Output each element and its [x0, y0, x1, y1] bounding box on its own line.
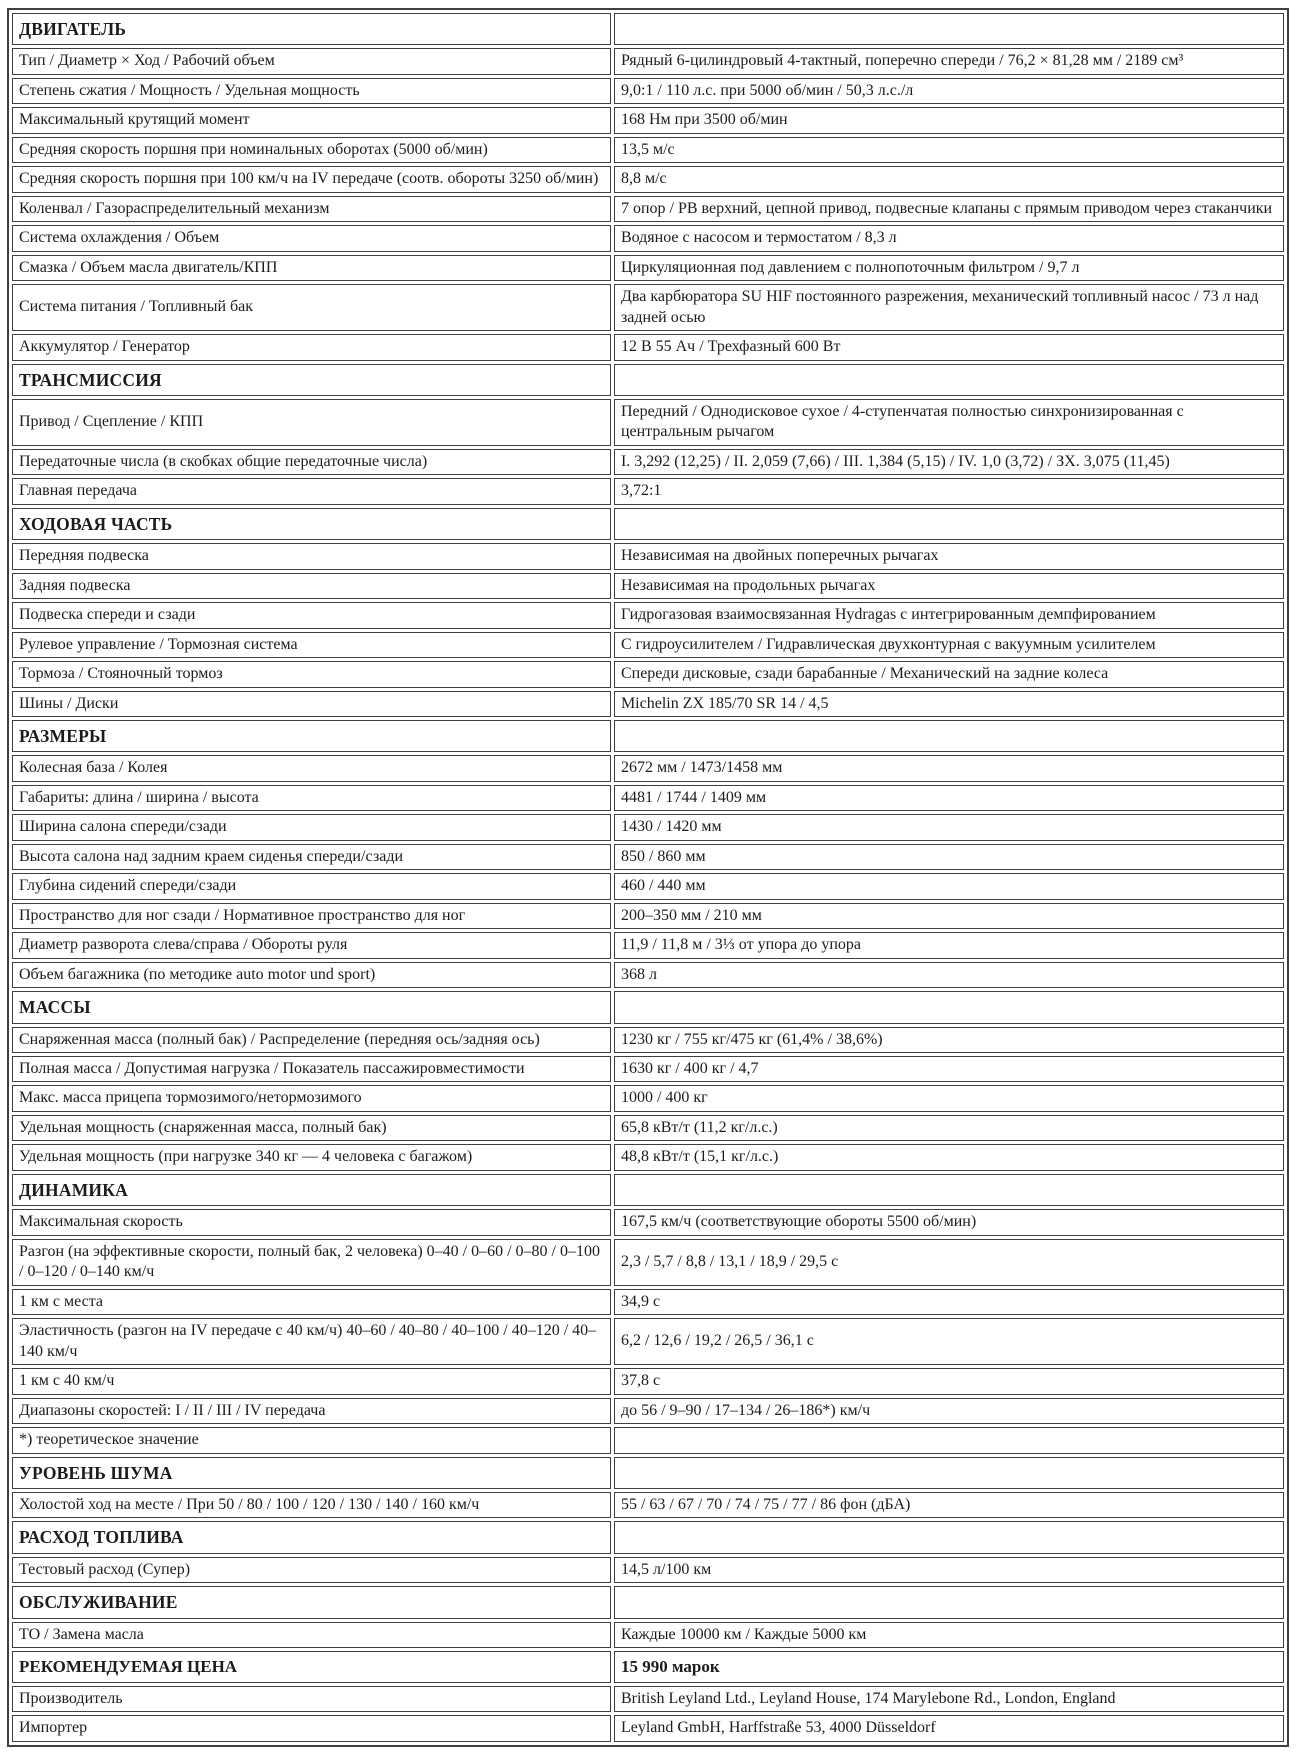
section-row	[12, 991, 1284, 1023]
row-label: Смазка / Объем масла двигатель/КПП	[12, 255, 611, 281]
table-row	[12, 1056, 1284, 1082]
table-row	[12, 755, 1284, 781]
row-value	[614, 364, 1284, 396]
row-label: Производитель	[12, 1686, 611, 1712]
row-label: Передняя подвеска	[12, 543, 611, 569]
row-value: 1430 / 1420 мм	[614, 814, 1284, 840]
table-row	[12, 573, 1284, 599]
table-row	[12, 932, 1284, 958]
table-row	[12, 873, 1284, 899]
section-row	[12, 720, 1284, 752]
row-value	[614, 1427, 1284, 1453]
row-value: 460 / 440 мм	[614, 873, 1284, 899]
table-row	[12, 903, 1284, 929]
spec-table-body	[12, 13, 1284, 1742]
row-value: Водяное с насосом и термостатом / 8,3 л	[614, 225, 1284, 251]
table-row	[12, 543, 1284, 569]
row-value	[614, 991, 1284, 1023]
row-value: 167,5 км/ч (соответствующие обороты 5500 об/мин)	[614, 1209, 1284, 1235]
row-value: 850 / 860 мм	[614, 844, 1284, 870]
row-value: 1630 кг / 400 кг / 4,7	[614, 1056, 1284, 1082]
row-label: Удельная мощность (снаряженная масса, полный бак)	[12, 1115, 611, 1141]
row-label: Средняя скорость поршня при 100 км/ч на IV передаче (соотв. обороты 3250 об/мин)	[12, 166, 611, 192]
row-value: Leyland GmbH, Harffstraße 53, 4000 Düsseldorf	[614, 1715, 1284, 1741]
row-value: до 56 / 9–90 / 17–134 / 26–186*) км/ч	[614, 1398, 1284, 1424]
row-value: Каждые 10000 км / Каждые 5000 км	[614, 1622, 1284, 1648]
row-label: Тип / Диаметр × Ход / Рабочий объем	[12, 48, 611, 74]
row-value: Рядный 6-цилиндровый 4-тактный, поперечно спереди / 76,2 × 81,28 мм / 2189 см³	[614, 48, 1284, 74]
table-row	[12, 107, 1284, 133]
row-label: Разгон (на эффективные скорости, полный бак, 2 человека) 0–40 / 0–60 / 0–80 / 0–100 / 0–120 / 0–140 км/ч	[12, 1239, 611, 1286]
row-value: 34,9 с	[614, 1289, 1284, 1315]
row-value: Два карбюратора SU HIF постоянного разрежения, механический топливный насос / 73 л над задней осью	[614, 284, 1284, 331]
table-row	[12, 478, 1284, 504]
row-label: Ширина салона спереди/сзади	[12, 814, 611, 840]
row-value: 11,9 / 11,8 м / 3⅓ от упора до упора	[614, 932, 1284, 958]
table-row	[12, 1144, 1284, 1170]
section-row	[12, 364, 1284, 396]
row-value: 168 Нм при 3500 об/мин	[614, 107, 1284, 133]
row-value: 2672 мм / 1473/1458 мм	[614, 755, 1284, 781]
table-row	[12, 137, 1284, 163]
table-row	[12, 661, 1284, 687]
row-label: Главная передача	[12, 478, 611, 504]
row-label: Привод / Сцепление / КПП	[12, 399, 611, 446]
table-row	[12, 78, 1284, 104]
row-label: Глубина сидений спереди/сзади	[12, 873, 611, 899]
table-row	[12, 962, 1284, 988]
row-label: Передаточные числа (в скобках общие передаточные числа)	[12, 449, 611, 475]
row-value: 6,2 / 12,6 / 19,2 / 26,5 / 36,1 с	[614, 1318, 1284, 1365]
row-label: Снаряженная масса (полный бак) / Распределение (передняя ось/задняя ось)	[12, 1027, 611, 1053]
table-row	[12, 632, 1284, 658]
row-label: 1 км с 40 км/ч	[12, 1368, 611, 1394]
row-label: Диапазоны скоростей: I / II / III / IV передача	[12, 1398, 611, 1424]
section-row	[12, 1521, 1284, 1553]
section-row	[12, 13, 1284, 45]
section-row	[12, 1457, 1284, 1489]
price-row	[12, 1651, 1284, 1683]
row-value	[614, 1586, 1284, 1618]
spec-table	[7, 8, 1289, 1747]
row-value: 65,8 кВт/т (11,2 кг/л.с.)	[614, 1115, 1284, 1141]
table-row	[12, 1398, 1284, 1424]
row-value: 14,5 л/100 км	[614, 1557, 1284, 1583]
row-label: Полная масса / Допустимая нагрузка / Показатель пассажировместимости	[12, 1056, 611, 1082]
row-label: Коленвал / Газораспределительный механизм	[12, 196, 611, 222]
row-value	[614, 720, 1284, 752]
row-value: 8,8 м/с	[614, 166, 1284, 192]
table-row	[12, 284, 1284, 331]
row-value: 4481 / 1744 / 1409 мм	[614, 785, 1284, 811]
row-value: С гидроусилителем / Гидравлическая двухконтурная с вакуумным усилителем	[614, 632, 1284, 658]
section-title: ОБСЛУЖИВАНИЕ	[12, 1586, 611, 1618]
row-label: Пространство для ног сзади / Нормативное пространство для ног	[12, 903, 611, 929]
row-label: Аккумулятор / Генератор	[12, 334, 611, 360]
row-label: Макс. масса прицепа тормозимого/нетормозимого	[12, 1085, 611, 1111]
row-label: Диаметр разворота слева/справа / Обороты руля	[12, 932, 611, 958]
table-row	[12, 1115, 1284, 1141]
table-row	[12, 399, 1284, 446]
row-value: Циркуляционная под давлением с полнопоточным фильтром / 9,7 л	[614, 255, 1284, 281]
row-value: Независимая на продольных рычагах	[614, 573, 1284, 599]
row-value: 200–350 мм / 210 мм	[614, 903, 1284, 929]
table-row	[12, 844, 1284, 870]
row-label: Тормоза / Стояночный тормоз	[12, 661, 611, 687]
table-row	[12, 166, 1284, 192]
table-row	[12, 1622, 1284, 1648]
table-row	[12, 48, 1284, 74]
row-label: Подвеска спереди и сзади	[12, 602, 611, 628]
row-label: ТО / Замена масла	[12, 1622, 611, 1648]
table-row	[12, 255, 1284, 281]
row-label: РЕКОМЕНДУЕМАЯ ЦЕНА	[12, 1651, 611, 1683]
row-value: British Leyland Ltd., Leyland House, 174 Marylebone Rd., London, England	[614, 1686, 1284, 1712]
row-label: *) теоретическое значение	[12, 1427, 611, 1453]
row-value: 48,8 кВт/т (15,1 кг/л.с.)	[614, 1144, 1284, 1170]
row-label: Эластичность (разгон на IV передаче с 40 км/ч) 40–60 / 40–80 / 40–100 / 40–120 / 40–140 км/ч	[12, 1318, 611, 1365]
table-row	[12, 1492, 1284, 1518]
row-value: 9,0:1 / 110 л.с. при 5000 об/мин / 50,3 л.с./л	[614, 78, 1284, 104]
row-label: Высота салона над задним краем сиденья спереди/сзади	[12, 844, 611, 870]
section-title: ДИНАМИКА	[12, 1174, 611, 1206]
table-row	[12, 1686, 1284, 1712]
table-row	[12, 785, 1284, 811]
row-label: Удельная мощность (при нагрузке 340 кг — 4 человека с багажом)	[12, 1144, 611, 1170]
table-row	[12, 196, 1284, 222]
row-value	[614, 1174, 1284, 1206]
row-label: Импортер	[12, 1715, 611, 1741]
table-row	[12, 449, 1284, 475]
row-label: Степень сжатия / Мощность / Удельная мощность	[12, 78, 611, 104]
row-label: Система питания / Топливный бак	[12, 284, 611, 331]
row-value	[614, 508, 1284, 540]
row-label: Тестовый расход (Супер)	[12, 1557, 611, 1583]
section-title: РАСХОД ТОПЛИВА	[12, 1521, 611, 1553]
section-title: МАССЫ	[12, 991, 611, 1023]
section-row	[12, 508, 1284, 540]
row-value: I. 3,292 (12,25) / II. 2,059 (7,66) / III. 1,384 (5,15) / IV. 1,0 (3,72) / ЗХ. 3,075 (11,45)	[614, 449, 1284, 475]
row-value: 13,5 м/с	[614, 137, 1284, 163]
table-row	[12, 1239, 1284, 1286]
row-value	[614, 1457, 1284, 1489]
row-value	[614, 13, 1284, 45]
row-value: Передний / Однодисковое сухое / 4-ступенчатая полностью синхронизированная с центральным рычагом	[614, 399, 1284, 446]
table-row	[12, 814, 1284, 840]
row-value: 2,3 / 5,7 / 8,8 / 13,1 / 18,9 / 29,5 с	[614, 1239, 1284, 1286]
row-label: Колесная база / Колея	[12, 755, 611, 781]
row-value: 55 / 63 / 67 / 70 / 74 / 75 / 77 / 86 фон (дБА)	[614, 1492, 1284, 1518]
row-label: Максимальный крутящий момент	[12, 107, 611, 133]
table-row	[12, 602, 1284, 628]
row-value: Гидрогазовая взаимосвязанная Hydragas с интегрированным демпфированием	[614, 602, 1284, 628]
row-value	[614, 1521, 1284, 1553]
row-value: Michelin ZX 185/70 SR 14 / 4,5	[614, 691, 1284, 717]
table-row	[12, 1427, 1284, 1453]
section-title: ХОДОВАЯ ЧАСТЬ	[12, 508, 611, 540]
row-value: 12 В 55 Ач / Трехфазный 600 Вт	[614, 334, 1284, 360]
row-value: 368 л	[614, 962, 1284, 988]
row-value: 1230 кг / 755 кг/475 кг (61,4% / 38,6%)	[614, 1027, 1284, 1053]
section-title: РАЗМЕРЫ	[12, 720, 611, 752]
table-row	[12, 1209, 1284, 1235]
row-label: Система охлаждения / Объем	[12, 225, 611, 251]
row-value: Независимая на двойных поперечных рычагах	[614, 543, 1284, 569]
table-row	[12, 1027, 1284, 1053]
row-label: Шины / Диски	[12, 691, 611, 717]
row-label: 1 км с места	[12, 1289, 611, 1315]
table-row	[12, 334, 1284, 360]
row-value: 37,8 с	[614, 1368, 1284, 1394]
row-value: Спереди дисковые, сзади барабанные / Механический на задние колеса	[614, 661, 1284, 687]
section-row	[12, 1174, 1284, 1206]
table-row	[12, 691, 1284, 717]
section-title: ДВИГАТЕЛЬ	[12, 13, 611, 45]
row-label: Рулевое управление / Тормозная система	[12, 632, 611, 658]
row-label: Средняя скорость поршня при номинальных оборотах (5000 об/мин)	[12, 137, 611, 163]
row-label: Максимальная скорость	[12, 1209, 611, 1235]
row-value: 15 990 марок	[614, 1651, 1284, 1683]
section-title: ТРАНСМИССИЯ	[12, 364, 611, 396]
row-value: 1000 / 400 кг	[614, 1085, 1284, 1111]
section-row	[12, 1586, 1284, 1618]
table-row	[12, 1368, 1284, 1394]
table-row	[12, 1557, 1284, 1583]
table-row	[12, 1318, 1284, 1365]
table-row	[12, 1715, 1284, 1741]
row-value: 3,72:1	[614, 478, 1284, 504]
table-row	[12, 225, 1284, 251]
row-value: 7 опор / РВ верхний, цепной привод, подвесные клапаны с прямым приводом через стаканчики	[614, 196, 1284, 222]
section-title: УРОВЕНЬ ШУМА	[12, 1457, 611, 1489]
row-label: Объем багажника (по методике auto motor und sport)	[12, 962, 611, 988]
row-label: Задняя подвеска	[12, 573, 611, 599]
table-row	[12, 1085, 1284, 1111]
row-label: Холостой ход на месте / При 50 / 80 / 100 / 120 / 130 / 140 / 160 км/ч	[12, 1492, 611, 1518]
table-row	[12, 1289, 1284, 1315]
row-label: Габариты: длина / ширина / высота	[12, 785, 611, 811]
